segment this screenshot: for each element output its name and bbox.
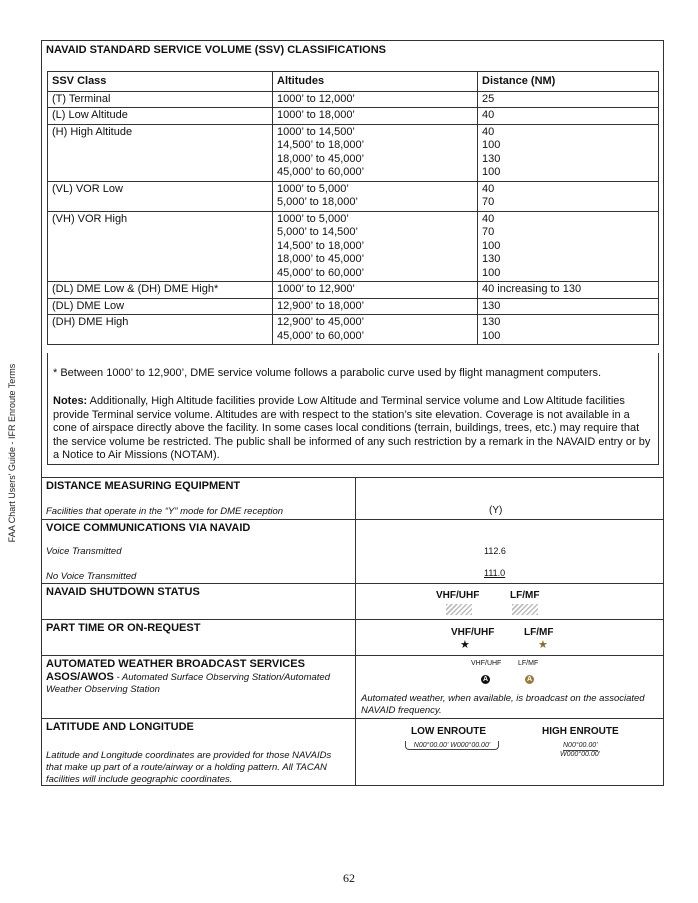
ssv-altitudes-cell: 1000’ to 14,500’ 14,500’ to 18,000’ 18,000’ to 45,000’ 45,000’ to 60,000’ (273, 124, 478, 181)
weather-note: Automated weather, when available, is broadcast on the associated NAVAID frequency. (361, 693, 645, 716)
header-altitudes: Altitudes (273, 72, 478, 92)
ssv-altitudes-cell: 12,900’ to 45,000’ 45,000’ to 60,000’ (273, 315, 478, 345)
ssv-row (48, 91, 659, 108)
parttime-lf-label: LF/MF (524, 627, 554, 638)
asos-label: ASOS/AWOS (46, 671, 114, 683)
ssv-row (48, 124, 659, 181)
ssv-row (48, 211, 659, 282)
sidebar-label: FAA Chart Users' Guide - IFR Enroute Terms (7, 363, 17, 542)
ssv-class-cell: (DL) DME Low (48, 298, 273, 315)
ssv-distance-cell: 40 increasing to 130 (478, 282, 659, 299)
weather-vhf-badge-icon: A (482, 676, 489, 683)
ssv-distance-cell: 25 (478, 91, 659, 108)
latlong-row (42, 719, 663, 786)
dme-desc: Facilities that operate in the “Y” mode for DME reception (46, 506, 284, 517)
ssv-distance-cell: 40 70 100 130 100 (478, 211, 659, 282)
ssv-table (47, 71, 659, 345)
ssv-altitudes-cell: 12,900’ to 18,000’ (273, 298, 478, 315)
shutdown-vhf-label: VHF/UHF (436, 590, 480, 601)
ssv-section (42, 41, 663, 477)
latlong-desc: Latitude and Longitude coordinates are provided for those NAVAIDs that make up part of a route/airway or a holding pattern. All TACAN facilities will include geographic coordinates. (46, 750, 332, 785)
low-enroute-label: LOW ENROUTE (411, 726, 486, 737)
parttime-title: PART TIME OR ON-REQUEST (46, 622, 201, 634)
parttime-left-cell (42, 620, 356, 655)
low-enroute-coord: N00°00.00' W000°00.00' (405, 741, 499, 750)
dme-left-cell (42, 478, 356, 519)
ssv-title: NAVAID STANDARD SERVICE VOLUME (SSV) CLASSIFICATIONS (46, 44, 387, 56)
ssv-class-cell: (H) High Altitude (48, 124, 273, 181)
dme-y-symbol: (Y) (489, 505, 503, 516)
shutdown-lf-hatch-icon (512, 604, 538, 615)
ssv-row (48, 181, 659, 211)
voice-transmitted-label: Voice Transmitted (46, 546, 122, 557)
header-ssv-class: SSV Class (48, 72, 273, 92)
parttime-vhf-label: VHF/UHF (451, 627, 495, 638)
legend-section (42, 477, 663, 786)
no-voice-freq: 111.0 (484, 568, 506, 578)
high-enroute-coord-1: N00°00.00' (563, 742, 598, 749)
ssv-class-cell: (DL) DME Low & (DH) DME High* (48, 282, 273, 299)
ssv-altitudes-cell: 1000’ to 5,000’ 5,000’ to 14,500’ 14,500’ to 18,000’ 18,000’ to 45,000’ 45,000’ to 60,000’ (273, 211, 478, 282)
shutdown-left-cell (42, 584, 356, 619)
header-distance: Distance (NM) (478, 72, 659, 92)
latlong-left-cell (42, 719, 356, 786)
ssv-class-cell: (VH) VOR High (48, 211, 273, 282)
ssv-class-cell: (T) Terminal (48, 91, 273, 108)
shutdown-vhf-hatch-icon (446, 604, 472, 615)
ssv-class-cell: (L) Low Altitude (48, 108, 273, 125)
parttime-row (42, 620, 663, 656)
ssv-distance-cell: 40 (478, 108, 659, 125)
ssv-distance-cell: 130 100 (478, 315, 659, 345)
high-enroute-label: HIGH ENROUTE (542, 726, 619, 737)
no-voice-label: No Voice Transmitted (46, 571, 137, 582)
ssv-distance-cell: 40 100 130 100 (478, 124, 659, 181)
voice-row (42, 520, 663, 584)
notes-label: Notes: (53, 395, 88, 407)
ssv-row (48, 282, 659, 299)
weather-left-cell (42, 656, 356, 718)
ssv-row (48, 108, 659, 125)
ssv-class-cell: (VL) VOR Low (48, 181, 273, 211)
shutdown-row (42, 584, 663, 620)
weather-row (42, 656, 663, 719)
ssv-altitudes-cell: 1000’ to 18,000’ (273, 108, 478, 125)
ssv-header-row (48, 72, 659, 92)
ssv-class-cell: (DH) DME High (48, 315, 273, 345)
ssv-altitudes-cell: 1000’ to 5,000’ 5,000’ to 18,000’ (273, 181, 478, 211)
ssv-row (48, 298, 659, 315)
weather-lf-badge-icon: A (526, 676, 533, 683)
page-number: 62 (343, 871, 355, 885)
weather-title: AUTOMATED WEATHER BROADCAST SERVICES (46, 658, 305, 670)
ssv-distance-cell: 40 70 (478, 181, 659, 211)
dme-footnote: * Between 1000’ to 12,900’, DME service volume follows a parabolic curve used by flight managment computers. (53, 367, 602, 379)
voice-title: VOICE COMMUNICATIONS VIA NAVAID (46, 522, 251, 534)
asos-desc: - Automated Surface Observing Station/Automated Weather Observing Station (46, 672, 330, 695)
weather-vhf-label: VHF/UHF (471, 660, 502, 667)
shutdown-title: NAVAID SHUTDOWN STATUS (46, 586, 200, 598)
shutdown-lf-label: LF/MF (510, 590, 540, 601)
weather-lf-label: LF/MF (518, 660, 539, 667)
notes-paragraph (53, 395, 653, 463)
high-enroute-coord-2: W000°00.00' (560, 751, 600, 758)
parttime-vhf-star-icon: ★ (460, 639, 470, 651)
dme-title: DISTANCE MEASURING EQUIPMENT (46, 480, 241, 492)
notes-text: Additionally, High Altitude facilities provide Low Altitude and Terminal service volume and Low Altitude facilities provide Terminal service volume. Altitudes are with respect to the station’s site elevation. Coverage is not available in a cone of airspace directly above the facility. In some cases local conditions (terrain, buildings, trees, etc.) may require that the service volume be restricted. The public shall be informed of any such restriction by a remark in the NAVAID entry or by a Notice to Air Missions (NOTAM). (53, 395, 651, 461)
sidebar-running-title (2, 360, 22, 545)
dme-row (42, 478, 663, 520)
latlong-title: LATITUDE AND LONGITUDE (46, 721, 194, 733)
weather-desc (46, 671, 346, 696)
parttime-lf-star-icon: ★ (538, 639, 548, 651)
ssv-distance-cell: 130 (478, 298, 659, 315)
notes-box (47, 353, 659, 465)
ssv-altitudes-cell: 1000’ to 12,000’ (273, 91, 478, 108)
voice-left-cell (42, 520, 356, 583)
ssv-row (48, 315, 659, 345)
voice-freq: 112.6 (484, 546, 506, 556)
ssv-altitudes-cell: 1000’ to 12,900’ (273, 282, 478, 299)
content-frame (41, 40, 664, 786)
